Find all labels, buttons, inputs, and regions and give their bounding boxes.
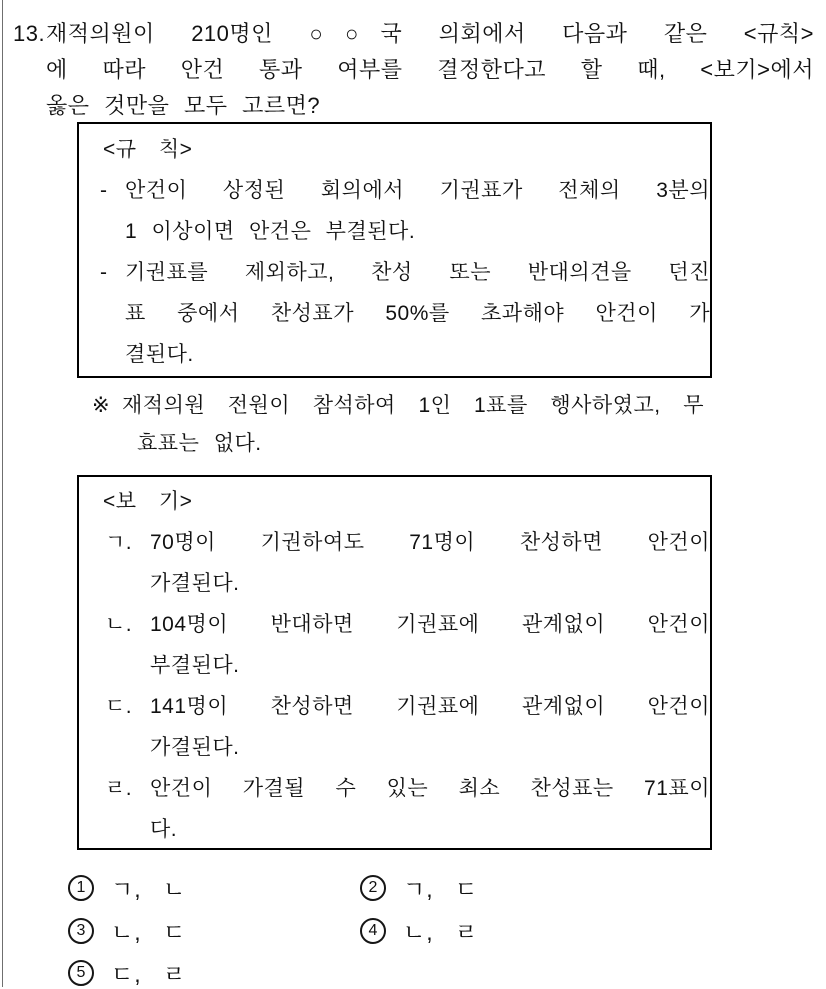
- rule-item-line: 결된다.: [125, 343, 194, 366]
- answer-choice-3: [68, 914, 186, 947]
- question-line: 재적의원이 210명인 ○○국 의회에서 다음과 같은 <규칙>: [46, 21, 814, 46]
- answer-choice-label: ㄴ, ㄹ: [403, 919, 479, 945]
- view-item-line: 가결된다.: [150, 572, 240, 595]
- jamo-label: ㄱ.: [105, 531, 133, 554]
- view-item-g: [105, 522, 710, 604]
- view-box-title: <보 기>: [103, 490, 193, 513]
- circled-number-icon: 4: [360, 918, 386, 944]
- circled-number-icon: 2: [360, 875, 386, 901]
- left-column-divider: [2, 0, 3, 987]
- view-item-d: [105, 686, 710, 768]
- view-item-line: 141명이 찬성하면 기권표에 관계없이 안건이: [150, 695, 710, 718]
- dash-bullet: -: [100, 261, 108, 284]
- reference-mark-icon: ※: [92, 394, 111, 417]
- circled-number-icon: 1: [68, 875, 94, 901]
- circled-number-icon: 5: [68, 960, 94, 986]
- view-item-line: 가결된다.: [150, 736, 240, 759]
- answer-choice-1: [68, 871, 186, 904]
- question-number: 13.: [13, 21, 46, 46]
- view-item-n: [105, 604, 710, 686]
- answer-choice-label: ㄴ, ㄷ: [111, 919, 187, 945]
- rule-item-line: 기권표를 제외하고, 찬성 또는 반대의견을 던진: [125, 261, 710, 284]
- rule-item-line: 표 중에서 찬성표가 50%를 초과해야 안건이 가: [125, 302, 710, 325]
- answer-choice-4: [360, 914, 478, 947]
- footnote-line: 효표는 없다.: [137, 432, 262, 455]
- answer-choice-2: [360, 871, 478, 904]
- answer-choice-label: ㄱ, ㄴ: [111, 876, 187, 902]
- jamo-label: ㄹ.: [105, 777, 133, 800]
- view-item-r: [105, 768, 710, 850]
- footnote-text: [122, 387, 704, 463]
- answer-choice-5: [68, 956, 186, 989]
- circled-number-icon: 3: [68, 918, 94, 944]
- answer-choice-label: ㄱ, ㄷ: [403, 876, 479, 902]
- view-item-line: 다.: [150, 818, 178, 841]
- jamo-label: ㄷ.: [105, 695, 133, 718]
- footnote: [92, 384, 704, 463]
- question-line: 에 따라 안건 통과 여부를 결정한다고 할 때, <보기>에서: [46, 57, 814, 82]
- answer-choice-label: ㄷ, ㄹ: [111, 961, 187, 987]
- rule-box: [77, 122, 712, 378]
- view-item-line: 부결된다.: [150, 654, 240, 677]
- question-line: 옳은 것만을 모두 고르면?: [46, 93, 321, 118]
- view-item-line: 70명이 기권하여도 71명이 찬성하면 안건이: [150, 531, 710, 554]
- view-item-line: 안건이 가결될 수 있는 최소 찬성표는 71표이: [150, 777, 710, 800]
- footnote-line: 재적의원 전원이 참석하여 1인 1표를 행사하였고, 무: [122, 394, 704, 417]
- rule-item: [100, 252, 710, 375]
- rule-item-line: 1 이상이면 안건은 부결된다.: [125, 220, 416, 243]
- question-block: [13, 16, 814, 124]
- rule-box-title: <규 칙>: [103, 138, 193, 161]
- view-box: [77, 475, 712, 850]
- view-item-line: 104명이 반대하면 기권표에 관계없이 안건이: [150, 613, 710, 636]
- question-text: [46, 16, 814, 124]
- jamo-label: ㄴ.: [105, 613, 133, 636]
- rule-item: [100, 170, 710, 252]
- dash-bullet: -: [100, 179, 108, 202]
- rule-item-line: 안건이 상정된 회의에서 기권표가 전체의 3분의: [125, 179, 710, 202]
